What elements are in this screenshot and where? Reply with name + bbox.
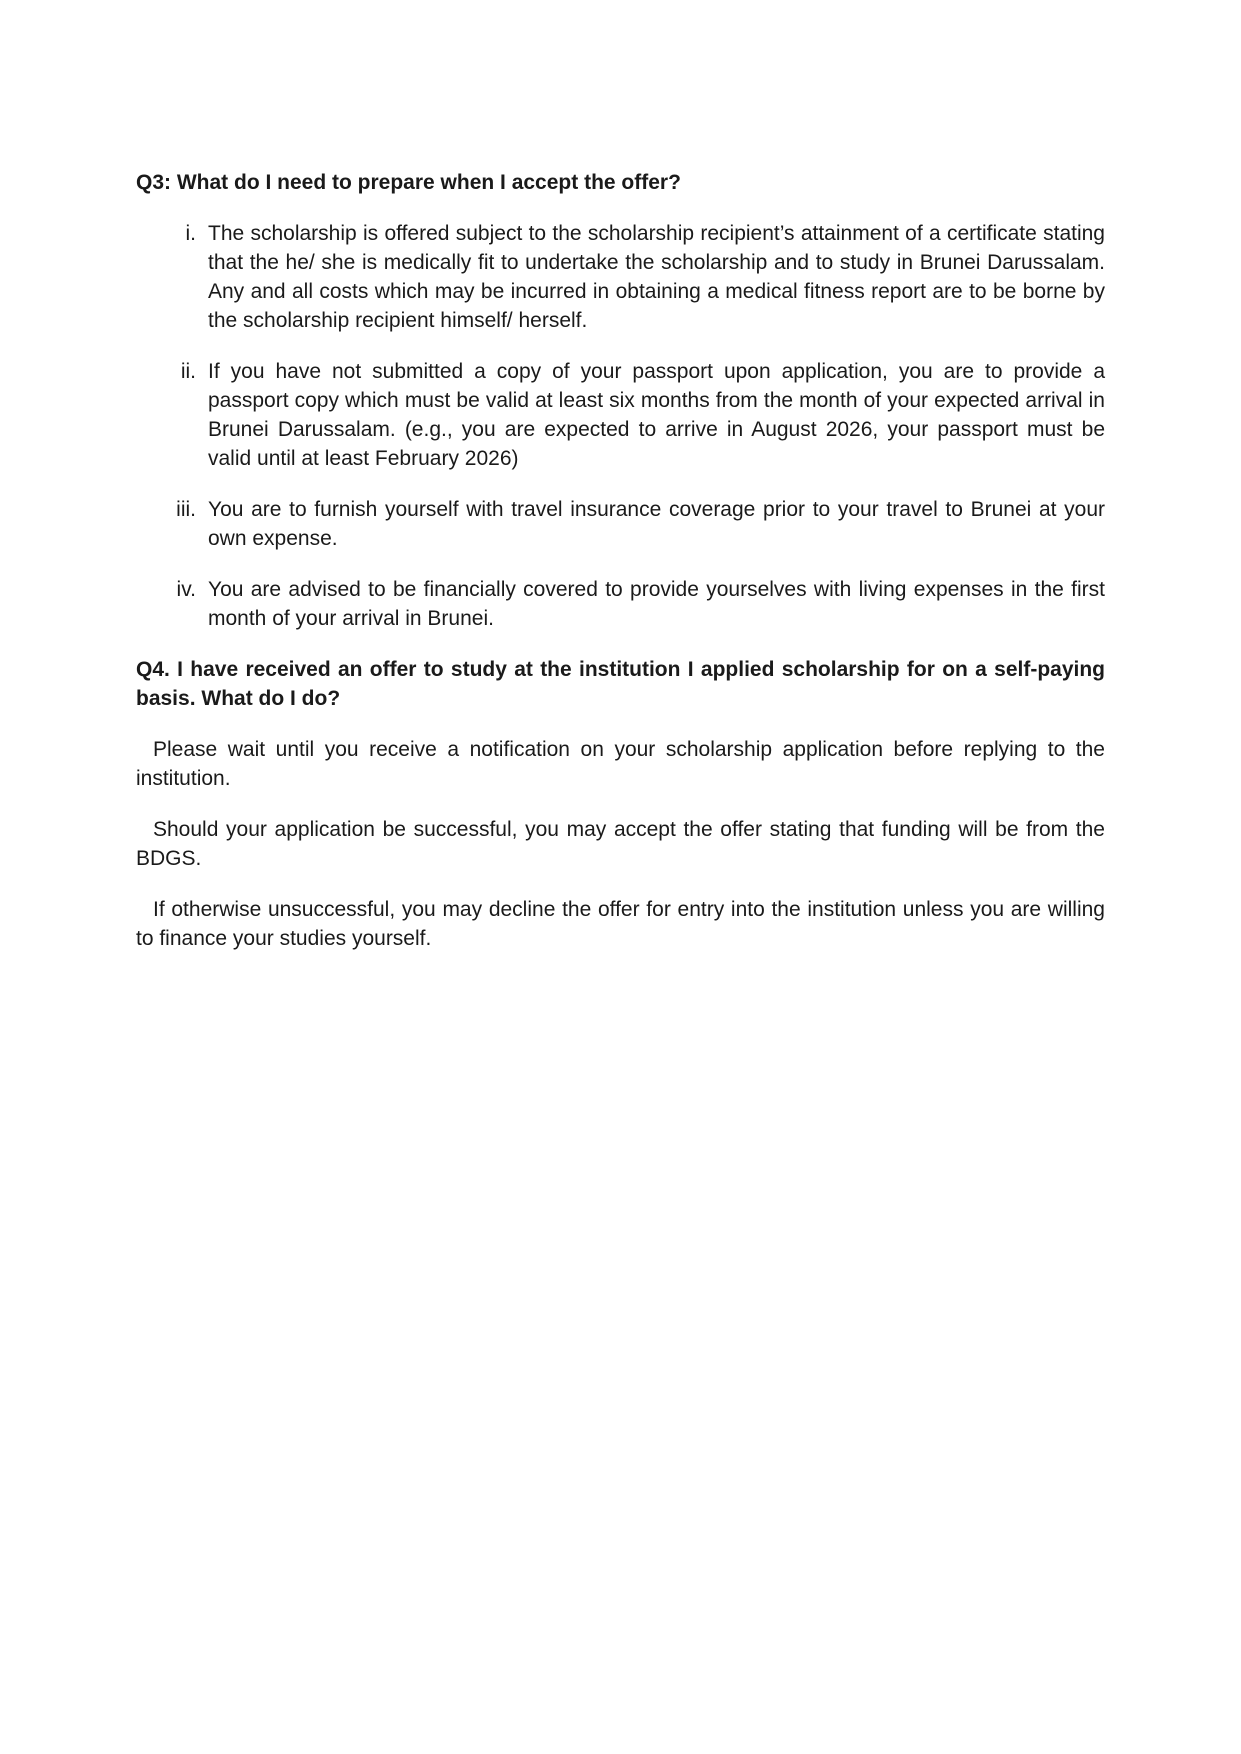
list-spacer — [196, 219, 208, 335]
list-item — [136, 219, 1105, 335]
answer-paragraph: Please wait until you receive a notification on your scholarship application before replying to the institution. — [136, 738, 1105, 790]
list-item — [136, 495, 1105, 553]
list-item — [136, 357, 1105, 473]
question-4-heading: Q4. I have received an offer to study at the institution I applied scholarship for on a self-paying basis. What do I do? — [136, 658, 1105, 710]
list-number: ii. — [180, 360, 196, 383]
list-item-text: The scholarship is offered subject to the scholarship recipient’s attainment of a certificate stating that the he/ she is medically fit to undertake the scholarship and to study in Brunei Darussalam. Any and all costs which may be incurred in obtaining a medical fitness report are to be borne by the scholarship recipient himself/ herself. — [208, 222, 1105, 332]
list-number: iv. — [176, 578, 196, 601]
list-item — [136, 575, 1105, 633]
list-spacer — [196, 575, 208, 633]
list-number: iii. — [176, 498, 196, 521]
answer-paragraph: Should your application be successful, you may accept the offer stating that funding will be from the BDGS. — [136, 818, 1105, 870]
list-item-text: You are advised to be financially covered to provide yourselves with living expenses in the first month of your arrival in Brunei. — [208, 578, 1105, 630]
list-number: i. — [185, 222, 196, 245]
list-spacer — [196, 357, 208, 473]
question-3-heading: Q3: What do I need to prepare when I accept the offer? — [136, 171, 681, 194]
list-item-text: You are to furnish yourself with travel insurance coverage prior to your travel to Brunei at your own expense. — [208, 498, 1105, 550]
list-spacer — [196, 495, 208, 553]
answer-paragraph: If otherwise unsuccessful, you may decline the offer for entry into the institution unless you are willing to finance your studies yourself. — [136, 898, 1105, 950]
list-item-text: If you have not submitted a copy of your passport upon application, you are to provide a passport copy which must be valid at least six months from the month of your expected arrival in Brunei Darussalam. (e.g., you are expected to arrive in August 2026, your passport must be valid until at least February 2026) — [208, 360, 1105, 470]
